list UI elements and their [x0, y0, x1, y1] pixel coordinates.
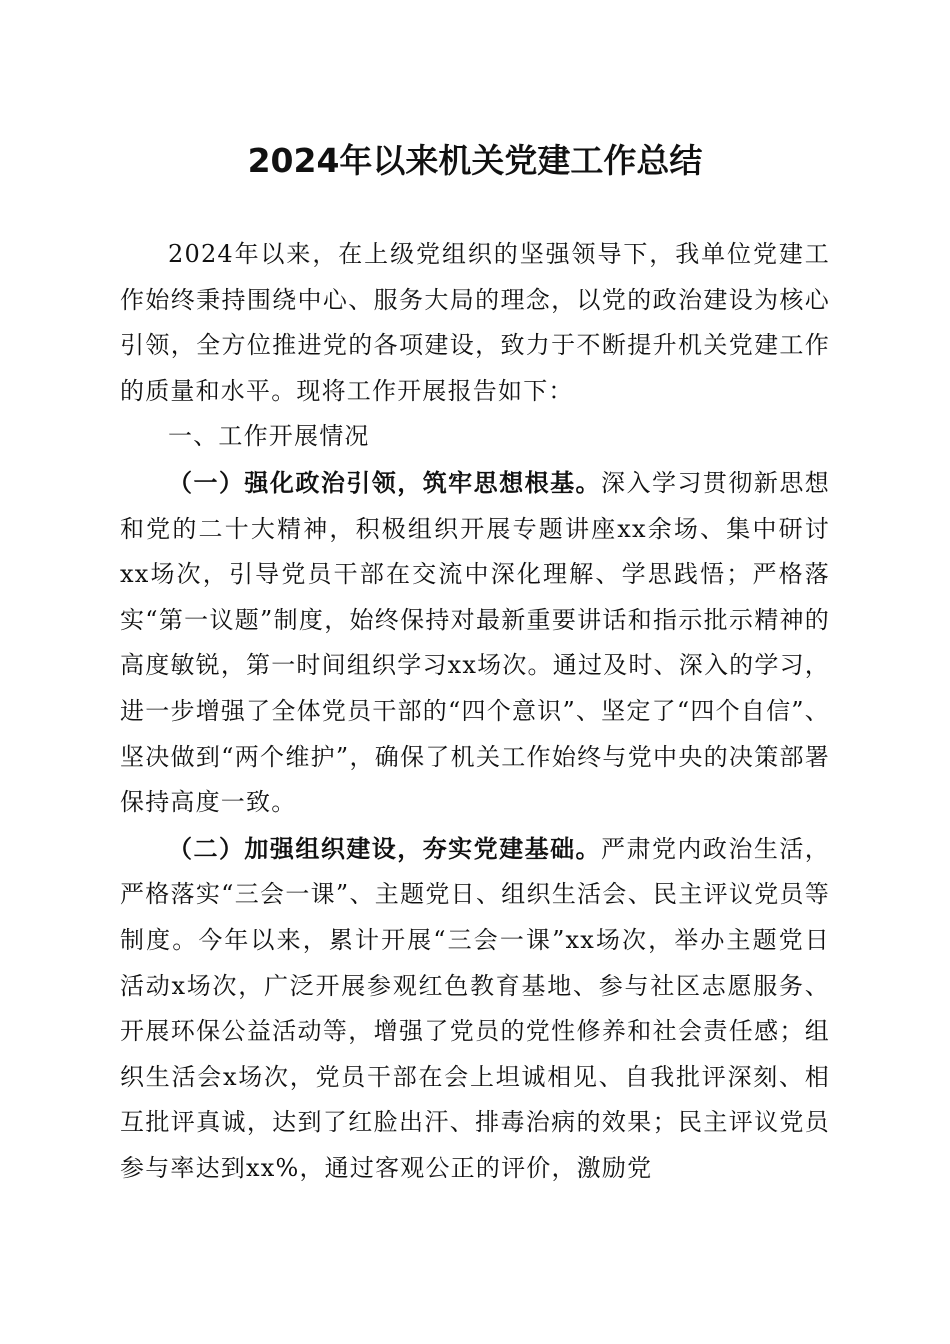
item-2-body: 严肃党内政治生活，严格落实“三会一课”、主题党日、组织生活会、民主评议党员等制度。今年以来，累计开展“三会一课”xx场次，举办主题党日活动x场次，广泛开展参观红色教育基地、参与社区志愿服务、开展环保公益活动等，增强了党员的党性修养和社会责任感；组织生活会x场次，党员干部在会上坦诚相见、自我批评深刻、相互批评真诚，达到了红脸出汗、排毒治病的效果；民主评议党员参与率达到xx%，通过客观公正的评价，激励党: [120, 834, 830, 1182]
item-1-paragraph: [120, 460, 830, 826]
item-2-paragraph: [120, 826, 830, 1192]
item-1-body: 深入学习贯彻新思想和党的二十大精神，积极组织开展专题讲座xx余场、集中研讨xx场次，引导党员干部在交流中深化理解、学思践悟；严格落实“第一议题”制度，始终保持对最新重要讲话和指示批示精神的高度敏锐，第一时间组织学习xx场次。通过及时、深入的学习，进一步增强了全体党员干部的“四个意识”、坚定了“四个自信”、坚决做到“两个维护”，确保了机关工作始终与党中央的决策部署保持高度一致。: [120, 468, 830, 817]
item-1-lead: （一）强化政治引领，筑牢思想根基。: [168, 467, 602, 497]
intro-paragraph: 2024年以来，在上级党组织的坚强领导下，我单位党建工作始终秉持围绕中心、服务大局的理念，以党的政治建设为核心引领，全方位推进党的各项建设，致力于不断提升机关党建工作的质量和水平。现将工作开展报告如下：: [120, 240, 830, 405]
document-body: [120, 232, 830, 1191]
document-title: 2024年以来机关党建工作总结: [247, 141, 703, 180]
item-2-lead: （二）加强组织建设，夯实党建基础。: [168, 833, 602, 863]
section-heading: 一、工作开展情况: [168, 422, 370, 451]
